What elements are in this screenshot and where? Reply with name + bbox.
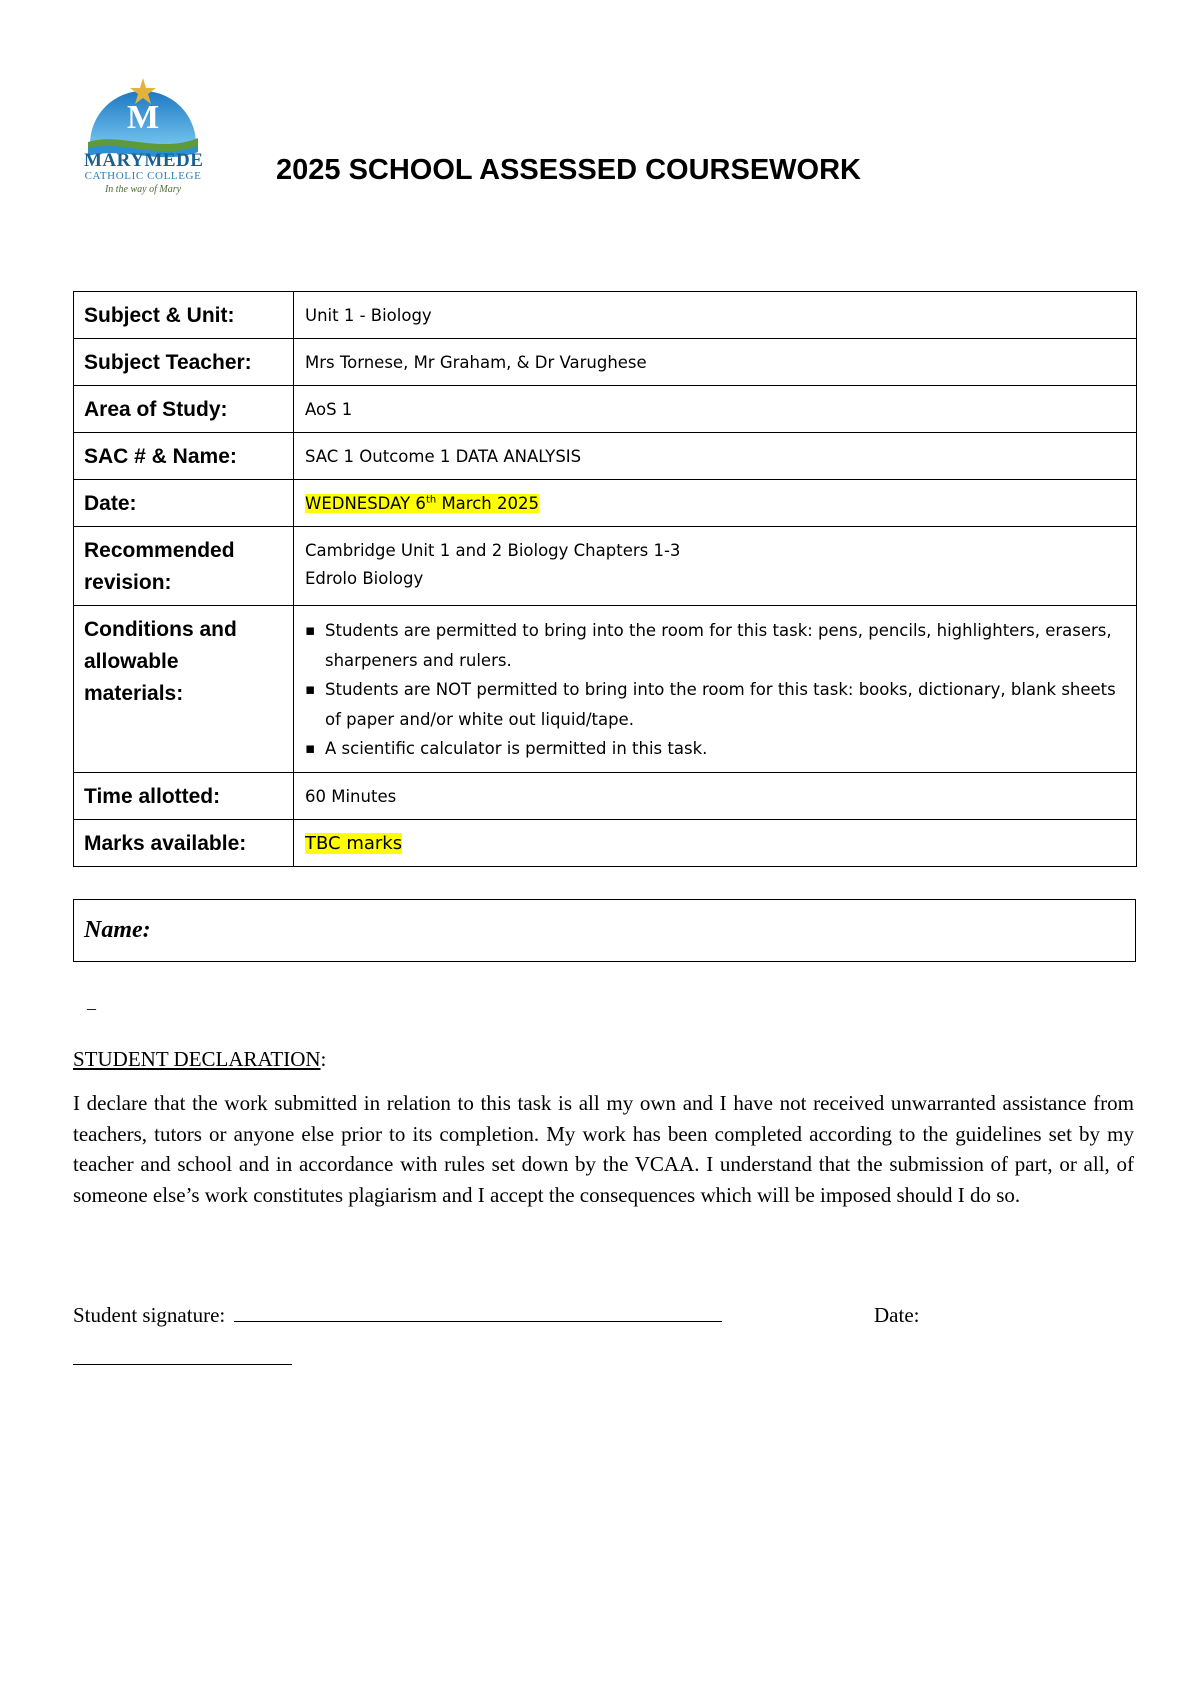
logo-m-icon: M bbox=[126, 99, 160, 136]
date-value bbox=[294, 480, 1137, 527]
table-row bbox=[74, 386, 1137, 433]
marks-value bbox=[294, 819, 1137, 866]
time-value: 60 Minutes bbox=[294, 772, 1137, 819]
table-row bbox=[74, 527, 1137, 606]
name-field[interactable] bbox=[73, 899, 1136, 962]
signature-line[interactable] bbox=[234, 1303, 722, 1322]
date-label: Date: bbox=[74, 480, 294, 527]
table-row bbox=[74, 292, 1137, 339]
declaration-body: I declare that the work submitted in relation to this task is all my own and I have not received unwarranted assistance from teachers, tutors or anyone else prior to its completion. My work has been completed according to the guidelines set by my teacher and school and in accordance with rules set down by the VCAA. I understand that the submission of part, or all, of someone else’s work constitutes plagiarism and I accept the consequences which will be imposed should I do so. bbox=[73, 1091, 1134, 1207]
list-item: ▪ A scientific calculator is permitted in this task. bbox=[305, 734, 1125, 764]
area-value: AoS 1 bbox=[294, 386, 1137, 433]
logo-name: MARYMEDE bbox=[84, 150, 204, 171]
area-label: Area of Study: bbox=[74, 386, 294, 433]
conditions-value bbox=[294, 606, 1137, 773]
signature-date-line[interactable] bbox=[73, 1364, 292, 1365]
name-label: Name: bbox=[84, 917, 151, 943]
teacher-label: Subject Teacher: bbox=[74, 339, 294, 386]
declaration-heading: STUDENT DECLARATION: bbox=[73, 1047, 327, 1071]
signature-date-label: Date: bbox=[874, 1303, 920, 1327]
sac-label: SAC # & Name: bbox=[74, 433, 294, 480]
conditions-list bbox=[305, 616, 1125, 764]
teacher-value: Mrs Tornese, Mr Graham, & Dr Varughese bbox=[294, 339, 1137, 386]
marks-label: Marks available: bbox=[74, 819, 294, 866]
revision-value bbox=[294, 527, 1137, 606]
conditions-label: Conditions and allowable materials: bbox=[74, 606, 294, 773]
date-highlight: WEDNESDAY 6th March 2025 bbox=[305, 494, 539, 513]
table-row bbox=[74, 772, 1137, 819]
list-item: ▪ Students are permitted to bring into the room for this task: pens, pencils, highlighters, erasers, sharpeners and rulers. bbox=[305, 616, 1125, 675]
logo-subtitle: CATHOLIC COLLEGE bbox=[84, 170, 202, 182]
dash-mark: – bbox=[87, 998, 96, 1018]
logo-motto: In the way of Mary bbox=[104, 184, 182, 195]
table-row bbox=[74, 480, 1137, 527]
revision-label: Recommended revision: bbox=[74, 527, 294, 606]
revision-line-2: Edrolo Biology bbox=[305, 569, 424, 588]
table-row bbox=[74, 433, 1137, 480]
table-row bbox=[74, 339, 1137, 386]
subject-unit-label: Subject & Unit: bbox=[74, 292, 294, 339]
marks-highlight: TBC marks bbox=[305, 832, 403, 854]
time-label: Time allotted: bbox=[74, 772, 294, 819]
table-row bbox=[74, 819, 1137, 866]
page-title: 2025 SCHOOL ASSESSED COURSEWORK bbox=[276, 154, 861, 186]
signature-row bbox=[73, 1303, 722, 1328]
sac-value: SAC 1 Outcome 1 DATA ANALYSIS bbox=[294, 433, 1137, 480]
subject-unit-value: Unit 1 - Biology bbox=[294, 292, 1137, 339]
signature-label: Student signature: bbox=[73, 1303, 226, 1327]
table-row bbox=[74, 606, 1137, 773]
assessment-info-table bbox=[73, 291, 1137, 867]
list-item: ▪ Students are NOT permitted to bring into the room for this task: books, dictionary, blank sheets of paper and/or white out liquid/tape. bbox=[305, 675, 1125, 734]
revision-line-1: Cambridge Unit 1 and 2 Biology Chapters 1-3 bbox=[305, 541, 681, 560]
